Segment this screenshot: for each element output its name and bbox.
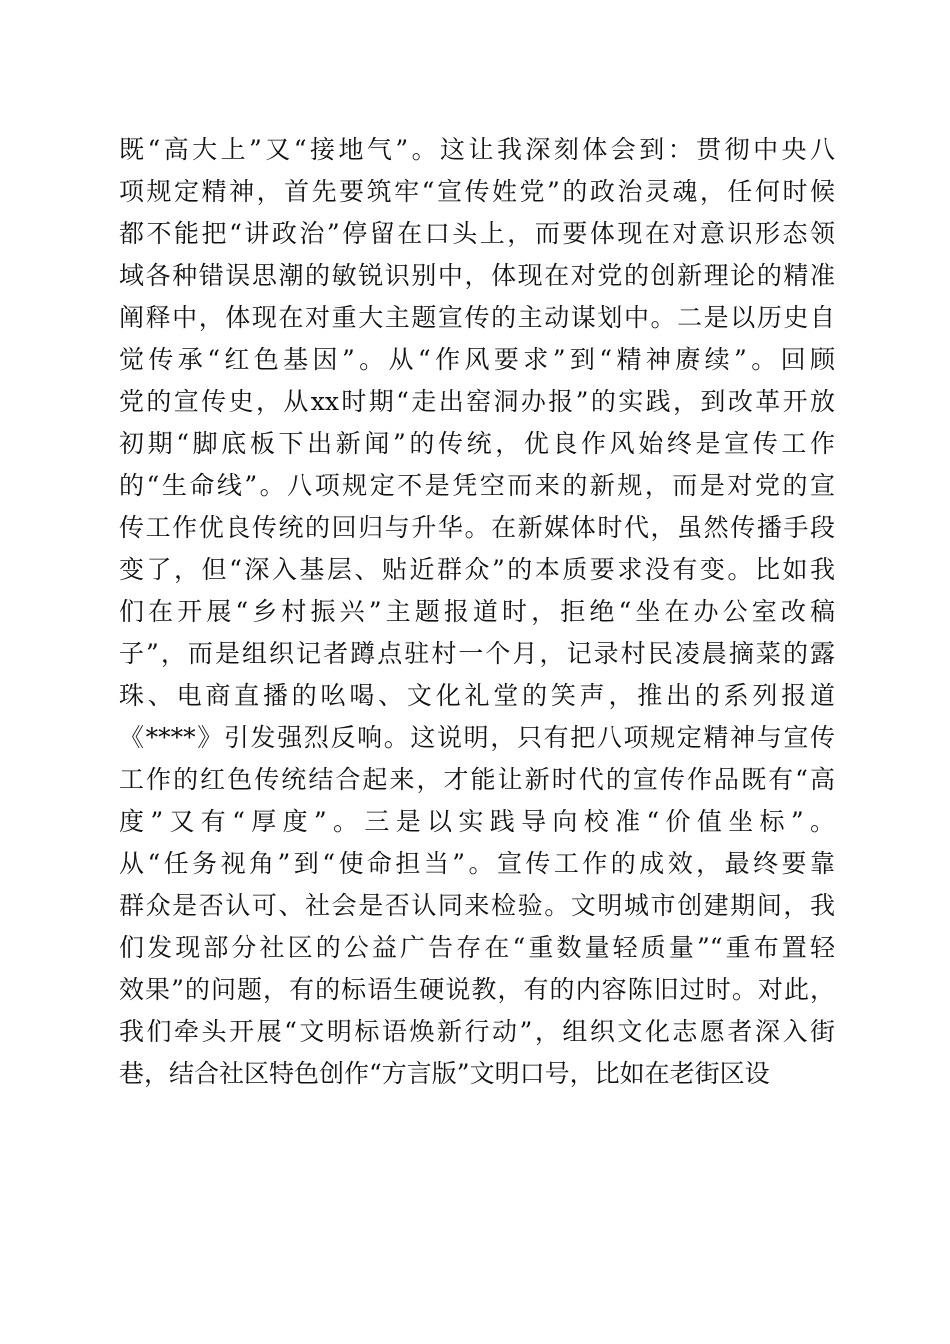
text-line: 们发现部分社区的公益广告存在“重数量轻质量”“重布置轻 — [119, 933, 835, 962]
text-line: 《****》引发强烈反响。这说明，只有把八项规定精神与宣传 — [119, 723, 835, 752]
text-line: 我们牵头开展“文明标语焕新行动”，组织文化志愿者深入街 — [119, 1017, 835, 1046]
text-line: 传工作优良传统的回归与升华。在新媒体时代，虽然传播手段 — [119, 513, 835, 542]
body-paragraph — [119, 129, 835, 1095]
text-line: 都不能把“讲政治”停留在口头上，而要体现在对意识形态领 — [119, 219, 835, 248]
text-line: 变了，但“深入基层、贴近群众”的本质要求没有变。比如我 — [119, 555, 835, 584]
text-line: 既“高大上”又“接地气”。这让我深刻体会到：贯彻中央八 — [119, 135, 835, 164]
text-line: 项规定精神，首先要筑牢“宣传姓党”的政治灵魂，任何时候 — [119, 177, 835, 206]
text-line: 群众是否认可、社会是否认同来检验。文明城市创建期间，我 — [119, 891, 835, 920]
text-line: 阐释中，体现在对重大主题宣传的主动谋划中。二是以历史自 — [119, 303, 835, 332]
text-line: 的“生命线”。八项规定不是凭空而来的新规，而是对党的宣 — [119, 471, 835, 500]
text-line: 从“任务视角”到“使命担当”。宣传工作的成效，最终要靠 — [119, 849, 835, 878]
text-line: 初期“脚底板下出新闻”的传统，优良作风始终是宣传工作 — [119, 429, 835, 458]
text-line: 党的宣传史，从xx时期“走出窑洞办报”的实践，到改革开放 — [119, 387, 835, 416]
text-line: 子”，而是组织记者蹲点驻村一个月，记录村民凌晨摘菜的露 — [119, 639, 835, 668]
text-line: 巷，结合社区特色创作“方言版”文明口号，比如在老街区设 — [119, 1059, 770, 1088]
text-line: 工作的红色传统结合起来，才能让新时代的宣传作品既有“高 — [119, 765, 835, 794]
text-line: 觉传承“红色基因”。从“作风要求”到“精神赓续”。回顾 — [119, 345, 835, 374]
text-line: 们在开展“乡村振兴”主题报道时，拒绝“坐在办公室改稿 — [119, 597, 835, 626]
text-line: 度”又有“厚度”。三是以实践导向校准“价值坐标”。 — [119, 807, 835, 836]
text-line: 域各种错误思潮的敏锐识别中，体现在对党的创新理论的精准 — [119, 261, 835, 290]
text-line: 效果”的问题，有的标语生硬说教，有的内容陈旧过时。对此， — [119, 975, 835, 1004]
text-line: 珠、电商直播的吆喝、文化礼堂的笑声，推出的系列报道 — [119, 681, 835, 710]
